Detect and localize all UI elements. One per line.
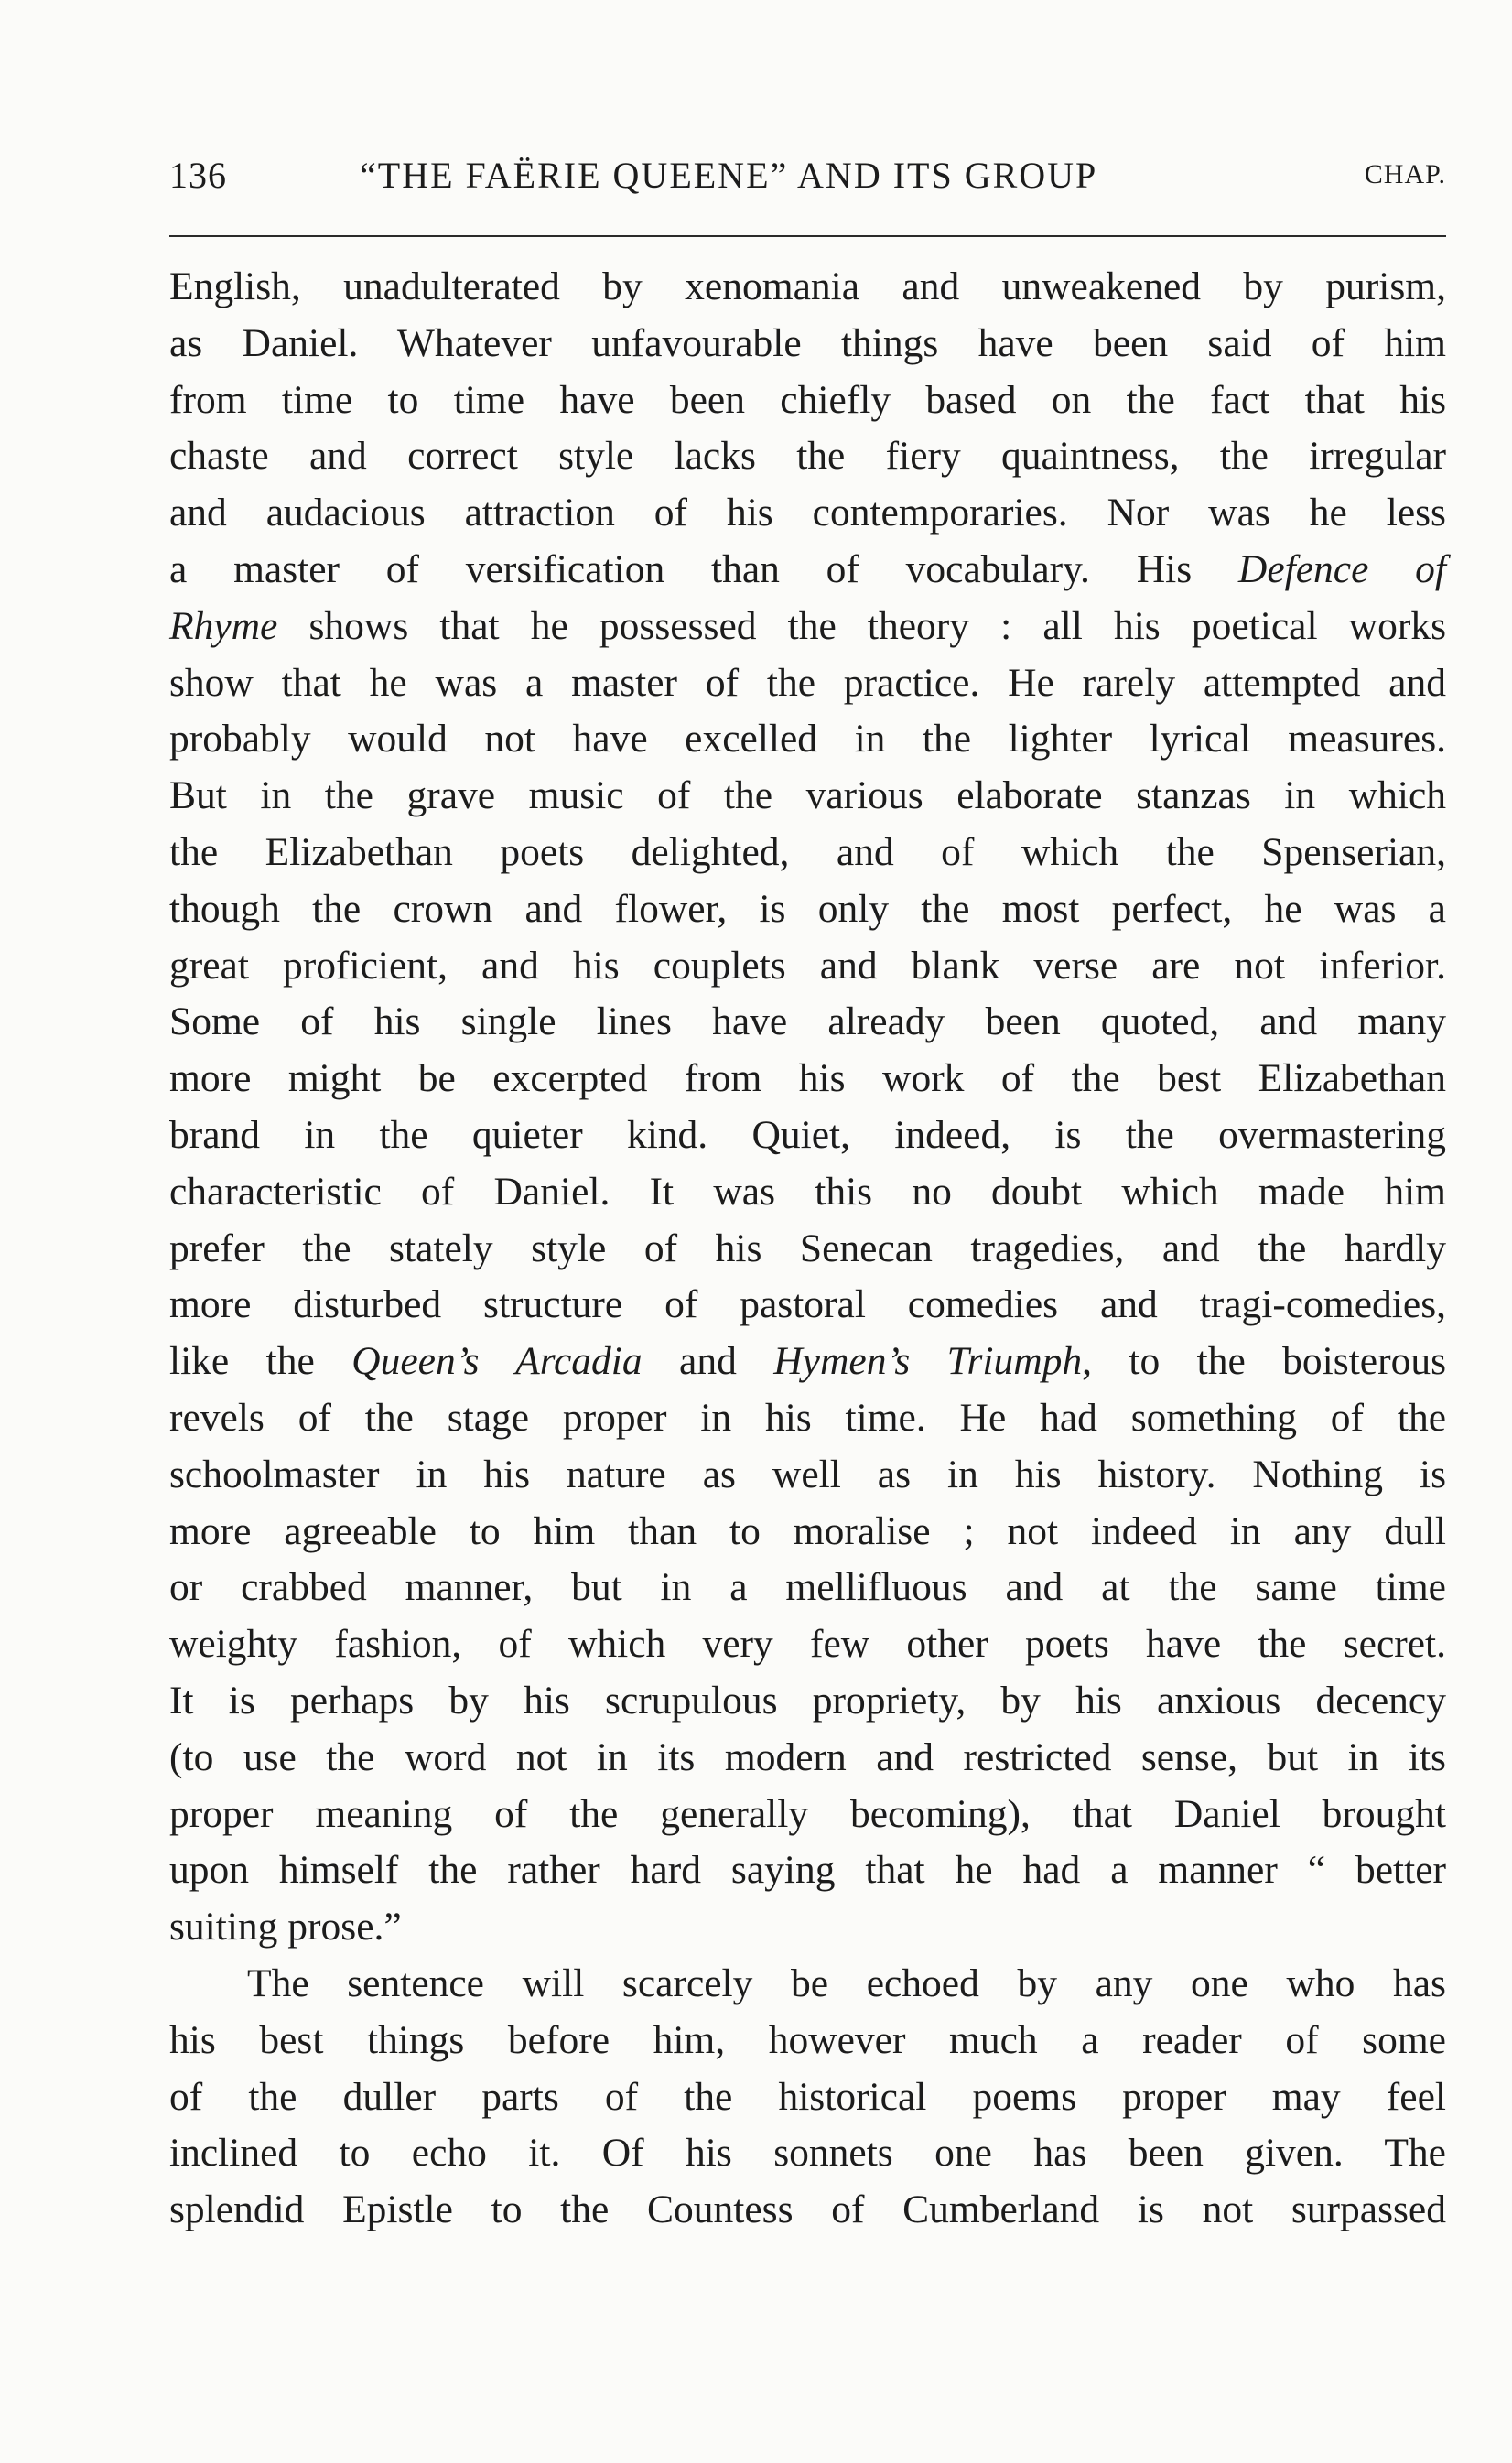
text-line: though the crown and flower, is only the most perfect, he was a: [169, 886, 1446, 931]
italic-title: Queen’s Arcadia: [351, 1339, 643, 1384]
italic-title: Rhyme: [169, 603, 278, 648]
text-line: suiting prose.”: [169, 1905, 402, 1950]
page-number: 136: [169, 155, 227, 196]
chapter-label: CHAP.: [1364, 159, 1446, 189]
text-line: inclined to echo it. Of his sonnets one has been given. The: [169, 2131, 1446, 2176]
text-line: It is perhaps by his scrupulous propriety, by his anxious decency: [169, 1678, 1446, 1723]
text-line: and audacious attraction of his contemporaries. Nor was he less: [169, 491, 1446, 535]
text-line: from time to time have been chiefly based on the fact that his: [169, 377, 1446, 422]
text-line: great proficient, and his couplets and blank verse are not inferior.: [169, 943, 1446, 988]
header-rule: [169, 235, 1446, 237]
text-line: [169, 1334, 1446, 1390]
text-line: [169, 542, 1446, 599]
text-line: probably would not have excelled in the lighter lyrical measures.: [169, 717, 1446, 762]
text-segment: shows that he possessed the theory : all his poetical works: [277, 603, 1446, 648]
text-line: [169, 599, 1446, 655]
text-line: But in the grave music of the various elaborate stanzas in which: [169, 773, 1446, 818]
text-line: The sentence will scarcely be echoed by any one who has: [247, 1961, 1446, 2005]
text-line: more might be excerpted from his work of the best Elizabethan: [169, 1056, 1446, 1101]
text-line: splendid Epistle to the Countess of Cumberland is not surpassed: [169, 2188, 1446, 2232]
text-line: the Elizabethan poets delighted, and of which the Spenserian,: [169, 829, 1446, 874]
body-text: [169, 259, 1446, 2239]
text-line: more disturbed structure of pastoral comedies and tragi-comedies,: [169, 1282, 1446, 1327]
text-segment: like the: [169, 1339, 352, 1384]
text-segment: , to the boisterous: [1082, 1339, 1446, 1384]
text-line: (to use the word not in its modern and restricted sense, but in its: [169, 1734, 1446, 1779]
text-line: weighty fashion, of which very few other poets have the secret.: [169, 1622, 1446, 1667]
text-line: chaste and correct style lacks the fiery quaintness, the irregular: [169, 434, 1446, 479]
text-line: his best things before him, however much a reader of some: [169, 2017, 1446, 2062]
text-line: upon himself the rather hard saying that he had a manner “ better: [169, 1848, 1446, 1893]
italic-title: Defence of: [1237, 546, 1446, 591]
text-line: revels of the stage proper in his time. He had something of the: [169, 1395, 1446, 1440]
text-line: or crabbed manner, but in a mellifluous and at the same time: [169, 1565, 1446, 1610]
text-line: English, unadulterated by xenomania and unweakened by purism,: [169, 265, 1446, 308]
text-line: as Daniel. Whatever unfavourable things have been said of him: [169, 320, 1446, 365]
text-line: brand in the quieter kind. Quiet, indeed, is the overmastering: [169, 1112, 1446, 1157]
text-line: more agreeable to him than to moralise ; not indeed in any dull: [169, 1508, 1446, 1553]
text-line: of the duller parts of the historical poems proper may feel: [169, 2074, 1446, 2119]
text-line: show that he was a master of the practice. He rarely attempted and: [169, 660, 1446, 705]
italic-title: Hymen’s Triumph: [773, 1339, 1083, 1384]
running-title: “THE FAËRIE QUEENE” AND ITS GROUP: [360, 155, 1098, 196]
text-segment: a master of versification than of vocabulary. His: [169, 546, 1238, 591]
text-line: Some of his single lines have already been quoted, and many: [169, 999, 1446, 1044]
page-header: [169, 154, 1446, 209]
text-line: prefer the stately style of his Senecan tragedies, and the hardly: [169, 1226, 1446, 1270]
text-line: schoolmaster in his nature as well as in his history. Nothing is: [169, 1452, 1446, 1496]
text-line: characteristic of Daniel. It was this no doubt which made him: [169, 1169, 1446, 1214]
text-line: proper meaning of the generally becoming), that Daniel brought: [169, 1791, 1446, 1836]
text-segment: and: [642, 1339, 774, 1384]
